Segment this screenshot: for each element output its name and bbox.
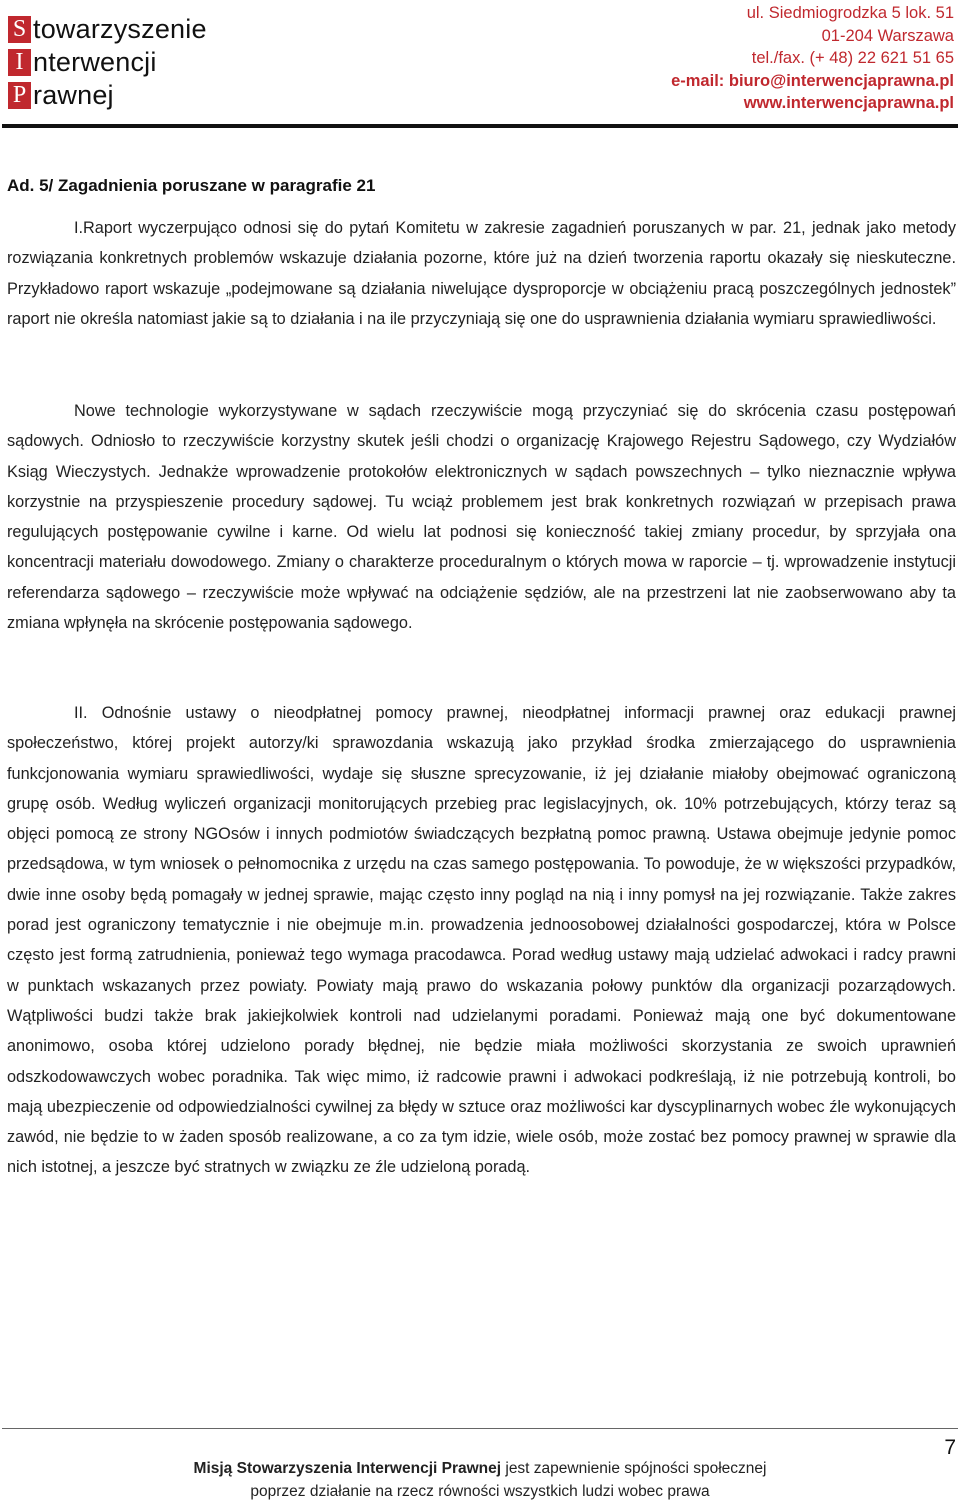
contact-website[interactable]: www.interwencjaprawna.pl: [743, 94, 954, 112]
logo-word: nterwencji: [33, 47, 157, 77]
contact-city: 01-204 Warszawa: [821, 26, 954, 45]
footer-line-1: [0, 1458, 960, 1481]
paragraph-2: Nowe technologie wykorzystywane w sądach rzeczywiście mogą przyczyniać się do skrócenia czasu postępowań sądowych. Odniosło to rzeczywiście korzystny skutek jeśli chodzi o organizację Krajowego Rejestru Sądowego, czy Wydziałów Ksiąg Wieczystych. Jednakże wprowadzenie protokołów elektronicznych w sądach powszechnych – tylko nieznacznie wpływa korzystnie na przyspieszenie procedury sądowej. Tu wciąż problemem jest brak konkretnych rozwiązań w przepisach prawa regulujących postępowanie cywilne i karne. Od wielu lat podnosi się konieczność takiej zmiany procedur, by sprzyjała ona koncentracji materiału dowodowego. Zmiany o charakterze proceduralnym o których mowa w raporcie – tj. wprowadzenie instytucji referendarza sądowego – rzeczywiście może wpływać na odciążenie sędziów, ale na przestrzeni lat nie zaobserwowano aby ta zmiana wpłynęła na skrócenie postępowania sądowego.: [7, 402, 956, 633]
contact-phone: tel./fax. (+ 48) 22 621 51 65: [751, 49, 954, 67]
contact-email[interactable]: e-mail: biuro@interwencjaprawna.pl: [671, 71, 954, 90]
logo-initial: I: [8, 49, 31, 76]
footer-divider: [2, 1428, 958, 1429]
paragraph-1: I.Raport wyczerpująco odnosi się do pytań Komitetu w zakresie zagadnień poruszanych w par. 21, jednak jako metody rozwiązania konkretnych problemów wskazuje działania pozorne, które już na dzień tworzenia raportu okazały się nieskuteczne. Przykładowo raport wskazuje „podejmowane są działania niwelujące dysproporcje w obciążeniu pracą poszczególnych jednostek” raport nie określa natomiast jakie są to działania i na ile przyczyniają się one do usprawnienia działania wymiaru sprawiedliwości.: [7, 219, 956, 328]
organization-logo: [8, 14, 207, 113]
logo-initial: P: [8, 82, 31, 109]
footer-mission-rest: jest zapewnienie spójności społecznej: [501, 1460, 767, 1477]
logo-initial: S: [8, 16, 31, 43]
logo-word: rawnej: [33, 80, 114, 110]
logo-word: towarzyszenie: [33, 14, 207, 44]
paragraph-3: II. Odnośnie ustawy o nieodpłatnej pomocy prawnej, nieodpłatnej informacji prawnej oraz edukacji prawnej społeczeństwo, której projekt autorzy/ki sprawozdania wskazują jako przykład środka zmierzającego do usprawnienia funkcjonowania wymiaru sprawiedliwości, wydaje się słuszne sprecyzowanie, iż jej działanie miałoby obejmować ograniczoną grupę osób. Według wyliczeń organizacji monitorujących przebieg prac legislacyjnych, ok. 10% potrzebujących, którzy teraz są objęci pomocą ze strony NGOsów i innych podmiotów świadczących bezpłatną pomoc prawną. Ustawa obejmuje jedynie pomoc przedsądowa, w tym wniosek o pełnomocnika z urzędu na czas samego postępowania. To powoduje, że w większości przypadków, dwie inne osoby będą pomagały w jednej sprawie, mając często inny pogląd na nią i inny pomysł na jej rozwiązanie. Także zakres porad jest ograniczony tematycznie i nie obejmuje m.in. prowadzenia jednoosobowej działalności gospodarczej, która w Polsce często jest formą zatrudnienia, ponieważ tego wymaga pracodawca. Porad według ustawy mają udzielać adwokaci i radcy prawni w punktach wskazanych przez powiaty. Powiaty mają prawo do wskazania połowy punktów dla organizacji pozarządowych. Wątpliwości budzi także brak jakiejkolwiek kontroli nad udzielanymi poradami. Ponieważ mają one być dokumentowane anonimowo, osoba której udzielono porady błędnej, nie będzie miała możliwości skorzystania ze swoich uprawnień odszkodowawczych wobec poradnika. Tak więc mimo, iż radcowie prawni i adwokaci podkreślają, iż nie potrzebują kontroli, bo mają ubezpieczenie od odpowiedzialności cywilnej za błędy w sztuce oraz możliwości kar dyscyplinarnych wobec źle wykonujących zawód, nie będzie to w żaden sposób realizowane, a co za tym idzie, wiele osób, może zostać bez pomocy prawnej w sprawie dla nich istotnej, a jeszcze być stratnych w związku ze źle udzieloną poradą.: [7, 704, 956, 1177]
contact-address: ul. Siedmiogrodzka 5 lok. 51: [746, 4, 954, 22]
logo-line: [8, 14, 207, 45]
footer-mission: [0, 1458, 960, 1503]
header-divider: [2, 124, 958, 128]
logo-line: [8, 80, 207, 111]
page-number: 7: [944, 1436, 956, 1459]
footer-line-2: poprzez działanie na rzecz równości wszystkich ludzi wobec prawa: [250, 1482, 710, 1500]
contact-block: [671, 2, 954, 115]
section-heading: Ad. 5/ Zagadnienia poruszane w paragrafie 21: [7, 176, 376, 195]
logo-line: [8, 47, 207, 78]
footer-mission-bold: Misją Stowarzyszenia Interwencji Prawnej: [193, 1460, 502, 1477]
